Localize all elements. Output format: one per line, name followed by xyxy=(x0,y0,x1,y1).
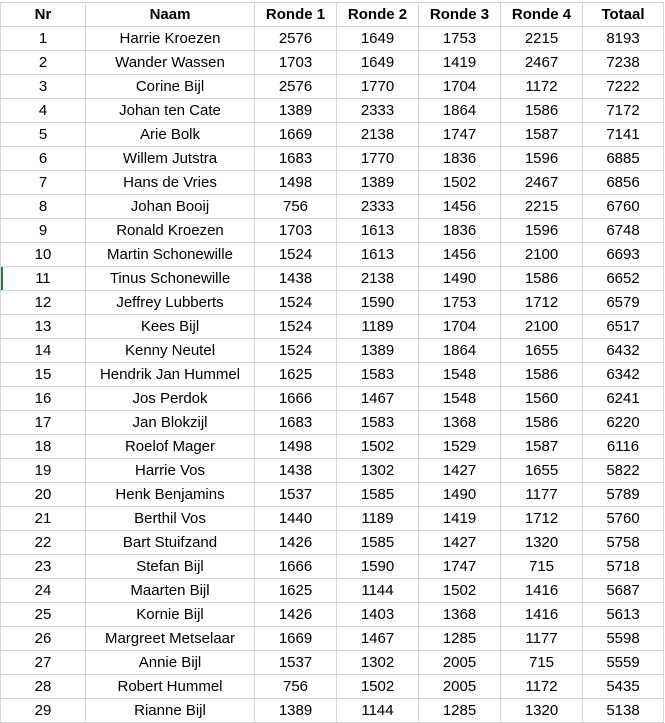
table-row xyxy=(1,411,664,435)
cell-ronde-1[interactable]: 1625 xyxy=(255,579,337,603)
table-row xyxy=(1,315,664,339)
table-row xyxy=(1,435,664,459)
cell-ronde-3[interactable]: 1529 xyxy=(419,435,501,459)
cell-ronde-1[interactable]: 1426 xyxy=(255,531,337,555)
cell-ronde-1[interactable]: 2576 xyxy=(255,27,337,51)
cell-naam[interactable]: Arie Bolk xyxy=(86,123,255,147)
cell-ronde-1[interactable]: 1703 xyxy=(255,51,337,75)
header-totaal[interactable]: Totaal xyxy=(583,3,664,27)
cell-nr[interactable]: 16 xyxy=(1,387,86,411)
cell-naam[interactable]: Hans de Vries xyxy=(86,171,255,195)
cell-ronde-4[interactable]: 1416 xyxy=(501,579,583,603)
cell-totaal[interactable]: 5598 xyxy=(583,627,664,651)
cell-nr[interactable]: 22 xyxy=(1,531,86,555)
cell-naam[interactable]: Maarten Bijl xyxy=(86,579,255,603)
cell-ronde-2[interactable]: 1302 xyxy=(337,459,419,483)
cell-ronde-2[interactable]: 2138 xyxy=(337,123,419,147)
cell-ronde-3[interactable]: 1548 xyxy=(419,363,501,387)
cell-ronde-4[interactable]: 1712 xyxy=(501,507,583,531)
cell-naam[interactable]: Ronald Kroezen xyxy=(86,219,255,243)
cell-ronde-2[interactable]: 2138 xyxy=(337,267,419,291)
cell-naam[interactable]: Harrie Vos xyxy=(86,459,255,483)
cell-ronde-3[interactable]: 1427 xyxy=(419,459,501,483)
spreadsheet xyxy=(0,2,665,723)
cell-ronde-4[interactable]: 1320 xyxy=(501,699,583,723)
cell-totaal[interactable]: 6856 xyxy=(583,171,664,195)
table-body xyxy=(1,27,664,723)
row-selection-marker xyxy=(1,267,3,290)
cell-totaal[interactable]: 6693 xyxy=(583,243,664,267)
table-row xyxy=(1,603,664,627)
cell-ronde-1[interactable]: 756 xyxy=(255,675,337,699)
table-row xyxy=(1,267,664,291)
table-row xyxy=(1,363,664,387)
cell-naam[interactable]: Roelof Mager xyxy=(86,435,255,459)
cell-ronde-4[interactable]: 2215 xyxy=(501,27,583,51)
cell-ronde-3[interactable]: 1490 xyxy=(419,483,501,507)
cell-totaal[interactable]: 6116 xyxy=(583,435,664,459)
table-row xyxy=(1,531,664,555)
cell-totaal[interactable]: 5559 xyxy=(583,651,664,675)
cell-ronde-2[interactable]: 1649 xyxy=(337,51,419,75)
cell-ronde-4[interactable]: 1172 xyxy=(501,675,583,699)
cell-ronde-2[interactable]: 1189 xyxy=(337,315,419,339)
cell-naam[interactable]: Rianne Bijl xyxy=(86,699,255,723)
cell-ronde-3[interactable]: 1427 xyxy=(419,531,501,555)
cell-ronde-4[interactable]: 1586 xyxy=(501,267,583,291)
cell-naam[interactable]: Kees Bijl xyxy=(86,315,255,339)
cell-naam[interactable]: Martin Schonewille xyxy=(86,243,255,267)
cell-ronde-3[interactable]: 1836 xyxy=(419,219,501,243)
cell-ronde-3[interactable]: 1864 xyxy=(419,99,501,123)
cell-ronde-4[interactable]: 1586 xyxy=(501,411,583,435)
cell-nr[interactable]: 24 xyxy=(1,579,86,603)
cell-ronde-4[interactable]: 1587 xyxy=(501,123,583,147)
cell-totaal[interactable]: 6579 xyxy=(583,291,664,315)
table-row xyxy=(1,123,664,147)
cell-ronde-2[interactable]: 1502 xyxy=(337,435,419,459)
cell-nr[interactable]: 1 xyxy=(1,27,86,51)
cell-ronde-1[interactable]: 1438 xyxy=(255,267,337,291)
cell-ronde-1[interactable]: 1426 xyxy=(255,603,337,627)
cell-ronde-2[interactable]: 1302 xyxy=(337,651,419,675)
cell-ronde-1[interactable]: 1389 xyxy=(255,699,337,723)
cell-ronde-4[interactable]: 2100 xyxy=(501,315,583,339)
cell-ronde-2[interactable]: 1467 xyxy=(337,387,419,411)
cell-ronde-4[interactable]: 715 xyxy=(501,555,583,579)
cell-totaal[interactable]: 5789 xyxy=(583,483,664,507)
cell-ronde-2[interactable]: 1585 xyxy=(337,531,419,555)
cell-totaal[interactable]: 6517 xyxy=(583,315,664,339)
cell-naam[interactable]: Annie Bijl xyxy=(86,651,255,675)
cell-ronde-3[interactable]: 1368 xyxy=(419,603,501,627)
cell-naam[interactable]: Johan ten Cate xyxy=(86,99,255,123)
table-row xyxy=(1,627,664,651)
cell-ronde-2[interactable]: 1585 xyxy=(337,483,419,507)
cell-ronde-1[interactable]: 756 xyxy=(255,195,337,219)
cell-totaal[interactable]: 5435 xyxy=(583,675,664,699)
cell-ronde-4[interactable]: 1177 xyxy=(501,627,583,651)
cell-totaal[interactable]: 6220 xyxy=(583,411,664,435)
header-ronde-2[interactable]: Ronde 2 xyxy=(337,3,419,27)
table-row xyxy=(1,459,664,483)
table-row xyxy=(1,243,664,267)
cell-nr[interactable]: 6 xyxy=(1,147,86,171)
cell-totaal[interactable]: 5822 xyxy=(583,459,664,483)
standings-table xyxy=(0,2,664,723)
header-naam[interactable]: Naam xyxy=(86,3,255,27)
table-row xyxy=(1,675,664,699)
cell-naam[interactable]: Kornie Bijl xyxy=(86,603,255,627)
header-row xyxy=(1,3,664,27)
cell-ronde-1[interactable]: 1703 xyxy=(255,219,337,243)
cell-ronde-2[interactable]: 1590 xyxy=(337,291,419,315)
cell-ronde-3[interactable]: 1864 xyxy=(419,339,501,363)
cell-totaal[interactable]: 5138 xyxy=(583,699,664,723)
cell-ronde-4[interactable]: 1177 xyxy=(501,483,583,507)
cell-ronde-3[interactable]: 2005 xyxy=(419,651,501,675)
cell-nr[interactable]: 26 xyxy=(1,627,86,651)
cell-ronde-1[interactable]: 1683 xyxy=(255,411,337,435)
cell-nr[interactable]: 11 xyxy=(1,267,86,291)
cell-totaal[interactable]: 6342 xyxy=(583,363,664,387)
cell-ronde-1[interactable]: 1683 xyxy=(255,147,337,171)
cell-ronde-1[interactable]: 1524 xyxy=(255,243,337,267)
cell-ronde-1[interactable]: 1666 xyxy=(255,387,337,411)
table-row xyxy=(1,555,664,579)
table-row xyxy=(1,27,664,51)
cell-ronde-2[interactable]: 1613 xyxy=(337,243,419,267)
cell-nr[interactable]: 2 xyxy=(1,51,86,75)
table-row xyxy=(1,387,664,411)
cell-ronde-3[interactable]: 1456 xyxy=(419,243,501,267)
cell-ronde-1[interactable]: 1669 xyxy=(255,627,337,651)
cell-ronde-3[interactable]: 1368 xyxy=(419,411,501,435)
cell-nr[interactable]: 18 xyxy=(1,435,86,459)
cell-ronde-3[interactable]: 1490 xyxy=(419,267,501,291)
cell-ronde-2[interactable]: 1502 xyxy=(337,675,419,699)
cell-nr[interactable]: 3 xyxy=(1,75,86,99)
cell-nr[interactable]: 12 xyxy=(1,291,86,315)
cell-totaal[interactable]: 5758 xyxy=(583,531,664,555)
cell-naam[interactable]: Robert Hummel xyxy=(86,675,255,699)
cell-naam[interactable]: Hendrik Jan Hummel xyxy=(86,363,255,387)
cell-totaal[interactable]: 6241 xyxy=(583,387,664,411)
cell-ronde-3[interactable]: 1419 xyxy=(419,507,501,531)
cell-nr[interactable]: 4 xyxy=(1,99,86,123)
cell-ronde-2[interactable]: 2333 xyxy=(337,99,419,123)
cell-ronde-2[interactable]: 1590 xyxy=(337,555,419,579)
cell-ronde-1[interactable]: 1524 xyxy=(255,339,337,363)
table-row xyxy=(1,75,664,99)
cell-ronde-4[interactable]: 715 xyxy=(501,651,583,675)
cell-ronde-3[interactable]: 1753 xyxy=(419,291,501,315)
cell-totaal[interactable]: 6652 xyxy=(583,267,664,291)
cell-naam[interactable]: Kenny Neutel xyxy=(86,339,255,363)
cell-ronde-3[interactable]: 1747 xyxy=(419,555,501,579)
table-row xyxy=(1,195,664,219)
cell-ronde-1[interactable]: 1537 xyxy=(255,483,337,507)
cell-nr[interactable]: 23 xyxy=(1,555,86,579)
cell-ronde-2[interactable]: 1144 xyxy=(337,699,419,723)
cell-ronde-3[interactable]: 2005 xyxy=(419,675,501,699)
table-row xyxy=(1,579,664,603)
cell-nr[interactable]: 19 xyxy=(1,459,86,483)
cell-naam[interactable]: Jos Perdok xyxy=(86,387,255,411)
cell-naam[interactable]: Harrie Kroezen xyxy=(86,27,255,51)
cell-nr[interactable]: 25 xyxy=(1,603,86,627)
cell-ronde-3[interactable]: 1747 xyxy=(419,123,501,147)
cell-ronde-2[interactable]: 1583 xyxy=(337,363,419,387)
cell-totaal[interactable]: 5760 xyxy=(583,507,664,531)
cell-ronde-1[interactable]: 2576 xyxy=(255,75,337,99)
cell-totaal[interactable]: 7172 xyxy=(583,99,664,123)
cell-ronde-4[interactable]: 1587 xyxy=(501,435,583,459)
cell-totaal[interactable]: 6432 xyxy=(583,339,664,363)
cell-ronde-3[interactable]: 1419 xyxy=(419,51,501,75)
cell-ronde-1[interactable]: 1438 xyxy=(255,459,337,483)
cell-ronde-2[interactable]: 1649 xyxy=(337,27,419,51)
header-nr[interactable]: Nr xyxy=(1,3,86,27)
cell-ronde-2[interactable]: 1467 xyxy=(337,627,419,651)
cell-totaal[interactable]: 6760 xyxy=(583,195,664,219)
cell-totaal[interactable]: 5718 xyxy=(583,555,664,579)
cell-nr[interactable]: 17 xyxy=(1,411,86,435)
cell-nr[interactable]: 13 xyxy=(1,315,86,339)
cell-ronde-2[interactable]: 1189 xyxy=(337,507,419,531)
cell-naam[interactable]: Jan Blokzijl xyxy=(86,411,255,435)
cell-ronde-1[interactable]: 1669 xyxy=(255,123,337,147)
cell-nr[interactable]: 27 xyxy=(1,651,86,675)
table-row xyxy=(1,699,664,723)
header-ronde-3[interactable]: Ronde 3 xyxy=(419,3,501,27)
cell-totaal[interactable]: 7222 xyxy=(583,75,664,99)
cell-ronde-4[interactable]: 1172 xyxy=(501,75,583,99)
cell-ronde-4[interactable]: 2467 xyxy=(501,51,583,75)
cell-ronde-4[interactable]: 2467 xyxy=(501,171,583,195)
table-row xyxy=(1,219,664,243)
cell-ronde-3[interactable]: 1753 xyxy=(419,27,501,51)
cell-totaal[interactable]: 5687 xyxy=(583,579,664,603)
cell-ronde-3[interactable]: 1502 xyxy=(419,579,501,603)
cell-ronde-4[interactable]: 1712 xyxy=(501,291,583,315)
cell-nr[interactable]: 7 xyxy=(1,171,86,195)
cell-ronde-1[interactable]: 1440 xyxy=(255,507,337,531)
cell-ronde-3[interactable]: 1502 xyxy=(419,171,501,195)
cell-ronde-3[interactable]: 1704 xyxy=(419,75,501,99)
cell-ronde-4[interactable]: 1596 xyxy=(501,147,583,171)
cell-ronde-4[interactable]: 1586 xyxy=(501,99,583,123)
cell-ronde-4[interactable]: 2100 xyxy=(501,243,583,267)
cell-ronde-3[interactable]: 1836 xyxy=(419,147,501,171)
cell-ronde-1[interactable]: 1625 xyxy=(255,363,337,387)
cell-totaal[interactable]: 6748 xyxy=(583,219,664,243)
cell-naam[interactable]: Bart Stuifzand xyxy=(86,531,255,555)
header-ronde-1[interactable]: Ronde 1 xyxy=(255,3,337,27)
cell-naam[interactable]: Tinus Schonewille xyxy=(86,267,255,291)
cell-ronde-2[interactable]: 2333 xyxy=(337,195,419,219)
cell-naam[interactable]: Henk Benjamins xyxy=(86,483,255,507)
cell-ronde-4[interactable]: 1416 xyxy=(501,603,583,627)
table-row xyxy=(1,507,664,531)
cell-nr[interactable]: 8 xyxy=(1,195,86,219)
cell-ronde-2[interactable]: 1770 xyxy=(337,147,419,171)
cell-ronde-1[interactable]: 1524 xyxy=(255,315,337,339)
cell-totaal[interactable]: 6885 xyxy=(583,147,664,171)
cell-nr[interactable]: 28 xyxy=(1,675,86,699)
cell-naam[interactable]: Berthil Vos xyxy=(86,507,255,531)
cell-ronde-3[interactable]: 1285 xyxy=(419,699,501,723)
table-row xyxy=(1,99,664,123)
cell-ronde-4[interactable]: 1320 xyxy=(501,531,583,555)
cell-ronde-2[interactable]: 1583 xyxy=(337,411,419,435)
cell-totaal[interactable]: 8193 xyxy=(583,27,664,51)
header-ronde-4[interactable]: Ronde 4 xyxy=(501,3,583,27)
cell-ronde-3[interactable]: 1704 xyxy=(419,315,501,339)
cell-totaal[interactable]: 5613 xyxy=(583,603,664,627)
table-row xyxy=(1,291,664,315)
table-row xyxy=(1,339,664,363)
table-row xyxy=(1,171,664,195)
cell-ronde-1[interactable]: 1498 xyxy=(255,171,337,195)
cell-ronde-1[interactable]: 1498 xyxy=(255,435,337,459)
cell-ronde-1[interactable]: 1389 xyxy=(255,99,337,123)
cell-naam[interactable]: Stefan Bijl xyxy=(86,555,255,579)
cell-nr[interactable]: 29 xyxy=(1,699,86,723)
cell-ronde-4[interactable]: 1655 xyxy=(501,459,583,483)
cell-nr[interactable]: 9 xyxy=(1,219,86,243)
cell-ronde-2[interactable]: 1389 xyxy=(337,339,419,363)
cell-naam[interactable]: Wander Wassen xyxy=(86,51,255,75)
cell-naam[interactable]: Willem Jutstra xyxy=(86,147,255,171)
cell-ronde-1[interactable]: 1524 xyxy=(255,291,337,315)
cell-naam[interactable]: Jeffrey Lubberts xyxy=(86,291,255,315)
cell-nr[interactable]: 15 xyxy=(1,363,86,387)
cell-nr[interactable]: 10 xyxy=(1,243,86,267)
cell-ronde-1[interactable]: 1666 xyxy=(255,555,337,579)
cell-ronde-3[interactable]: 1548 xyxy=(419,387,501,411)
cell-naam[interactable]: Margreet Metselaar xyxy=(86,627,255,651)
cell-ronde-4[interactable]: 2215 xyxy=(501,195,583,219)
table-row xyxy=(1,651,664,675)
cell-ronde-2[interactable]: 1613 xyxy=(337,219,419,243)
cell-nr[interactable]: 5 xyxy=(1,123,86,147)
cell-ronde-3[interactable]: 1285 xyxy=(419,627,501,651)
table-row xyxy=(1,147,664,171)
cell-ronde-2[interactable]: 1770 xyxy=(337,75,419,99)
cell-ronde-4[interactable]: 1560 xyxy=(501,387,583,411)
cell-ronde-2[interactable]: 1389 xyxy=(337,171,419,195)
cell-nr[interactable]: 14 xyxy=(1,339,86,363)
cell-nr[interactable]: 21 xyxy=(1,507,86,531)
table-row xyxy=(1,51,664,75)
cell-ronde-2[interactable]: 1403 xyxy=(337,603,419,627)
cell-ronde-4[interactable]: 1655 xyxy=(501,339,583,363)
cell-nr[interactable]: 20 xyxy=(1,483,86,507)
cell-totaal[interactable]: 7238 xyxy=(583,51,664,75)
table-row xyxy=(1,483,664,507)
cell-ronde-3[interactable]: 1456 xyxy=(419,195,501,219)
cell-naam[interactable]: Johan Booij xyxy=(86,195,255,219)
cell-totaal[interactable]: 7141 xyxy=(583,123,664,147)
cell-ronde-2[interactable]: 1144 xyxy=(337,579,419,603)
cell-ronde-4[interactable]: 1596 xyxy=(501,219,583,243)
cell-ronde-1[interactable]: 1537 xyxy=(255,651,337,675)
cell-naam[interactable]: Corine Bijl xyxy=(86,75,255,99)
cell-ronde-4[interactable]: 1586 xyxy=(501,363,583,387)
